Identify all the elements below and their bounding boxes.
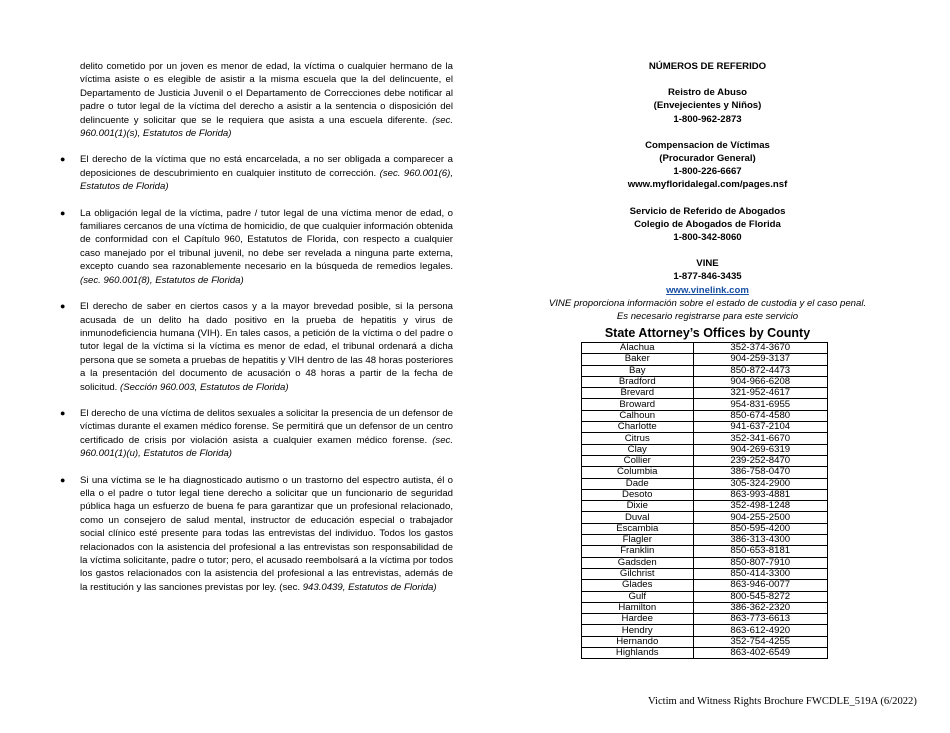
phone-cell: 239-252-8470 bbox=[693, 455, 827, 466]
vine-note: VINE proporciona información sobre el estado de custodia y el caso penal. bbox=[548, 297, 867, 309]
table-row bbox=[582, 636, 828, 647]
table-row bbox=[582, 343, 828, 354]
phone-cell: 863-946-0077 bbox=[693, 580, 827, 591]
right-text: El derecho de una víctima de delitos sexuales a solicitar la presencia de un defensor de víctimas durante el examen médico forense. Se permitirá que un defensor de un centro certificado de crisis por violación asista a cualquier examen médico forense. bbox=[80, 407, 453, 446]
referral-title: NÚMEROS DE REFERIDO bbox=[648, 61, 767, 72]
referral-url: www.myfloridalegal.com/pages.nsf bbox=[627, 179, 788, 191]
phone-cell: 352-754-4255 bbox=[693, 636, 827, 647]
phone-cell: 904-255-2500 bbox=[693, 512, 827, 523]
county-cell: Hernando bbox=[582, 636, 694, 647]
phone-cell: 904-966-6208 bbox=[693, 376, 827, 387]
phone-cell: 863-993-4881 bbox=[693, 489, 827, 500]
table-row bbox=[582, 467, 828, 478]
phone-cell: 863-773-6613 bbox=[693, 614, 827, 625]
county-cell: Baker bbox=[582, 354, 694, 365]
right-text: Si una víctima se le ha diagnosticado autismo o un trastorno del espectro autista, él o ella o el padre o tutor legal tiene derecho a solicitar que un funcionario de seguridad pública haga un esfuerzo de buena fe para garantizar que un profesional relacionado, como un consejero de salud mental, instructor de educación especial o trabajador social clínico esté presente para todas las entrevistas del individuo. Todos los gastos relacionados con la asistencia del profesional a las entrevistas son responsabilidad de la víctima solicitante, padre o tutor; pero, el acusado reembolsará a la víctima por todos los gastos relacionados con la asistencia del profesional a las entrevistas, además de la restitución y las sanciones previstas por ley. (sec. bbox=[80, 474, 453, 593]
right-citation: (sec. 960.001(1)(u), Estatutos de Florida) bbox=[80, 434, 453, 460]
table-row bbox=[582, 489, 828, 500]
table-row bbox=[582, 501, 828, 512]
county-cell: Gadsden bbox=[582, 557, 694, 568]
table-row bbox=[582, 399, 828, 410]
rights-list-item bbox=[60, 153, 453, 193]
table-row bbox=[582, 365, 828, 376]
state-attorney-table bbox=[581, 342, 828, 659]
county-cell: Highlands bbox=[582, 648, 694, 659]
phone-cell: 850-595-4200 bbox=[693, 523, 827, 534]
county-cell: Hendry bbox=[582, 625, 694, 636]
table-row bbox=[582, 535, 828, 546]
intro-citation: (sec. 960.001(1)(s), Estatutos de Florida) bbox=[80, 114, 453, 140]
county-cell: Broward bbox=[582, 399, 694, 410]
table-row bbox=[582, 625, 828, 636]
phone-cell: 386-758-0470 bbox=[693, 467, 827, 478]
phone-cell: 850-674-4580 bbox=[693, 410, 827, 421]
county-cell: Dixie bbox=[582, 501, 694, 512]
phone-cell: 941-637-2104 bbox=[693, 422, 827, 433]
phone-cell: 904-269-6319 bbox=[693, 444, 827, 455]
county-cell: Hardee bbox=[582, 614, 694, 625]
county-cell: Charlotte bbox=[582, 422, 694, 433]
phone-cell: 863-612-4920 bbox=[693, 625, 827, 636]
phone-cell: 386-362-2320 bbox=[693, 602, 827, 613]
table-row bbox=[582, 580, 828, 591]
county-cell: Calhoun bbox=[582, 410, 694, 421]
phone-cell: 850-807-7910 bbox=[693, 557, 827, 568]
phone-cell: 863-402-6549 bbox=[693, 648, 827, 659]
table-row bbox=[582, 648, 828, 659]
intro-paragraph bbox=[80, 60, 453, 140]
right-citation: (sec. 960.001(6), Estatutos de Florida) bbox=[80, 167, 453, 193]
county-cell: Columbia bbox=[582, 467, 694, 478]
phone-cell: 850-872-4473 bbox=[693, 365, 827, 376]
county-cell: Dade bbox=[582, 478, 694, 489]
right-text: La obligación legal de la víctima, padre / tutor legal de una víctima menor de edad, o familiares cercanos de una víctima de homicidio, de que cualquier información obtenida de conformidad con el Capítulo 960, Estatutos de Florida, con respecto a cualquier caso manejado por el tribunal juvenil, no debe ser revelada a ninguna parte externa, excepto cuando sea razonablemente necesario en la búsqueda de remedios legales. bbox=[80, 207, 453, 273]
left-column bbox=[60, 60, 453, 594]
vine-title: VINE bbox=[696, 258, 719, 270]
state-attorney-title: State Attorney’s Offices by County bbox=[604, 326, 811, 341]
table-row bbox=[582, 602, 828, 613]
vine-phone: 1-877-846-3435 bbox=[673, 271, 742, 283]
table-row bbox=[582, 455, 828, 466]
table-row bbox=[582, 512, 828, 523]
table-row bbox=[582, 591, 828, 602]
county-cell: Flagler bbox=[582, 535, 694, 546]
rights-list-item bbox=[60, 300, 453, 394]
intro-text: delito cometido por un joven es menor de edad, la víctima o cualquier hermano de la víctima asiste o es elegible de asistir a la misma escuela que la del delincuente, el Departamento de Justicia Juvenil o el Departamento de Correcciones debe notificar al padre o tutor legal de la víctima del derecho a asistir a la sentencia o disposición del delincuente y solicitar que se le requiera que asista a una escuela diferente. bbox=[80, 61, 453, 126]
rights-list-item bbox=[60, 474, 453, 595]
bullet-icon: ● bbox=[60, 301, 66, 312]
rights-list bbox=[60, 153, 453, 594]
county-cell: Hamilton bbox=[582, 602, 694, 613]
table-row bbox=[582, 422, 828, 433]
referral-phone: 1-800-962-2873 bbox=[673, 113, 742, 125]
county-cell: Bradford bbox=[582, 376, 694, 387]
county-cell: Franklin bbox=[582, 546, 694, 557]
county-cell: Brevard bbox=[582, 388, 694, 399]
county-cell: Glades bbox=[582, 580, 694, 591]
bullet-icon: ● bbox=[60, 407, 66, 418]
referral-line: Compensacion de Víctimas bbox=[645, 139, 770, 151]
county-cell: Collier bbox=[582, 455, 694, 466]
phone-cell: 352-498-1248 bbox=[693, 501, 827, 512]
county-cell: Duval bbox=[582, 512, 694, 523]
referral-phone: 1-800-226-6667 bbox=[673, 166, 742, 178]
table-row bbox=[582, 614, 828, 625]
right-text: El derecho de la víctima que no está encarcelada, a no ser obligada a comparecer a deposiciones de descubrimiento en cualquier instituto de corrección. bbox=[80, 154, 453, 179]
county-cell: Gulf bbox=[582, 591, 694, 602]
phone-cell: 800-545-8272 bbox=[693, 591, 827, 602]
footer: Victim and Witness Rights Brochure FWCDLE_519A (6/2022) bbox=[648, 696, 917, 707]
table-row bbox=[582, 557, 828, 568]
phone-cell: 954-831-6955 bbox=[693, 399, 827, 410]
state-attorney-table-body bbox=[582, 343, 828, 659]
county-cell: Gilchrist bbox=[582, 568, 694, 579]
referral-block-compensation bbox=[540, 139, 875, 192]
phone-cell: 321-952-4617 bbox=[693, 388, 827, 399]
right-text: El derecho de saber en ciertos casos y a la mayor brevedad posible, si la persona acusada de un delito ha dado positivo en la prueba de hepatitis y virus de inmunodeficiencia humana (VIH). En tales casos, a petición de la víctima o del padre o tutor legal de la víctima si la víctima es menor de edad, el tribunal ordenará a dicha persona que se someta a pruebas de hepatitis y VIH dentro de las 48 horas posteriores a la presentación del documento de acusación o 48 horas a partir de la fecha de solicitud. bbox=[80, 301, 453, 393]
vine-link[interactable]: www.vinelink.com bbox=[666, 284, 749, 296]
right-column bbox=[540, 60, 875, 341]
table-row bbox=[582, 354, 828, 365]
bullet-icon: ● bbox=[60, 207, 66, 218]
phone-cell: 352-341-6670 bbox=[693, 433, 827, 444]
bullet-icon: ● bbox=[60, 474, 66, 485]
referral-line: Colegio de Abogados de Florida bbox=[634, 218, 781, 230]
vine-block bbox=[540, 257, 875, 323]
table-row bbox=[582, 376, 828, 387]
right-citation: (Sección 960.003, Estatutos de Florida) bbox=[120, 381, 289, 393]
referral-block-abuse bbox=[540, 86, 875, 126]
table-row bbox=[582, 478, 828, 489]
referral-line: (Procurador General) bbox=[659, 153, 756, 165]
referral-phone: 1-800-342-8060 bbox=[673, 232, 742, 244]
referral-line: (Envejecientes y Niños) bbox=[653, 100, 762, 112]
county-cell: Alachua bbox=[582, 343, 694, 354]
table-row bbox=[582, 433, 828, 444]
vine-note: Es necesario registrarse para este servicio bbox=[616, 311, 799, 323]
county-cell: Desoto bbox=[582, 489, 694, 500]
table-row bbox=[582, 444, 828, 455]
phone-cell: 305-324-2900 bbox=[693, 478, 827, 489]
phone-cell: 904-259-3137 bbox=[693, 354, 827, 365]
referral-block-lawyer bbox=[540, 205, 875, 245]
table-row bbox=[582, 410, 828, 421]
phone-cell: 386-313-4300 bbox=[693, 535, 827, 546]
county-cell: Clay bbox=[582, 444, 694, 455]
rights-list-item bbox=[60, 407, 453, 461]
phone-cell: 850-414-3300 bbox=[693, 568, 827, 579]
county-cell: Escambia bbox=[582, 523, 694, 534]
rights-list-item bbox=[60, 207, 453, 287]
table-row bbox=[582, 546, 828, 557]
table-row bbox=[582, 388, 828, 399]
referral-line: Servicio de Referido de Abogados bbox=[629, 205, 786, 217]
table-row bbox=[582, 568, 828, 579]
county-cell: Citrus bbox=[582, 433, 694, 444]
county-cell: Bay bbox=[582, 365, 694, 376]
table-row bbox=[582, 523, 828, 534]
phone-cell: 352-374-3670 bbox=[693, 343, 827, 354]
right-citation: (sec. 960.001(8), Estatutos de Florida) bbox=[80, 274, 244, 286]
phone-cell: 850-653-8181 bbox=[693, 546, 827, 557]
referral-line: Reistro de Abuso bbox=[667, 87, 748, 99]
bullet-icon: ● bbox=[60, 154, 66, 165]
right-citation: 943.0439, Estatutos de Florida) bbox=[302, 581, 437, 593]
